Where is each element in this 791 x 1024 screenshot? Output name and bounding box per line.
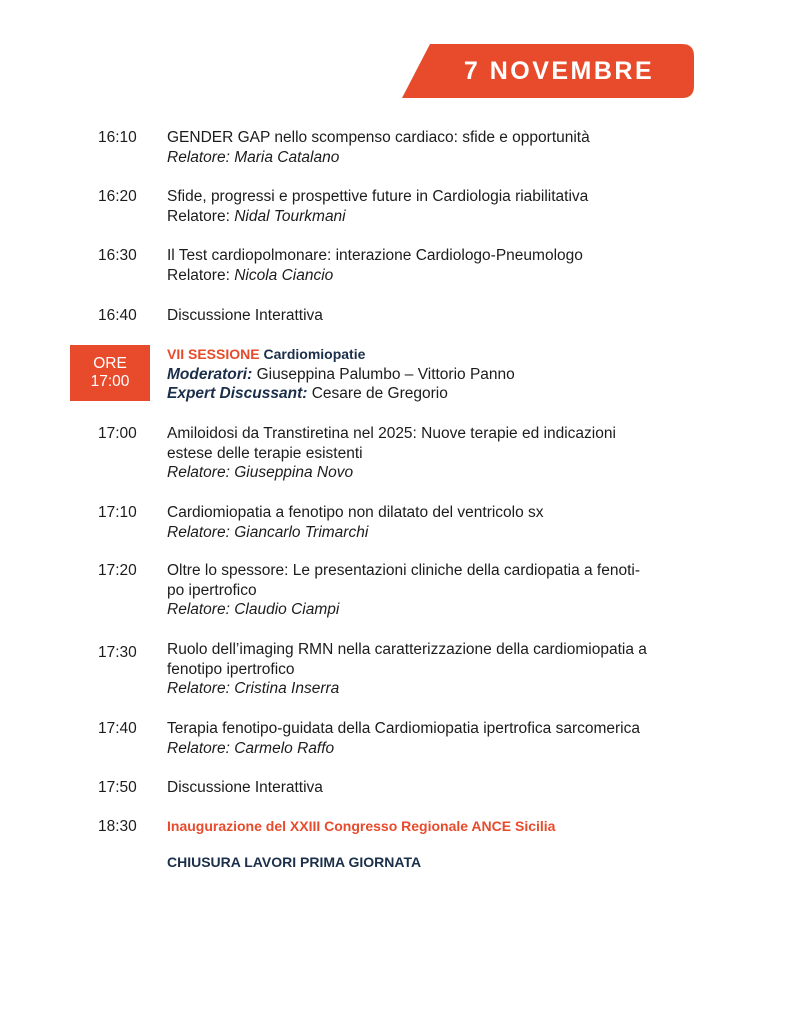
item-content	[167, 128, 707, 167]
item-title-line-2: estese delle terapie esistenti	[167, 444, 363, 462]
item-time: 17:00	[98, 425, 137, 442]
session-number: VII SESSIONE	[167, 346, 260, 362]
item-title: Terapia fenotipo-guidata della Cardiomiopatia ipertrofica sarcomerica	[167, 720, 640, 737]
item-time: 17:50	[98, 779, 137, 796]
item-content	[167, 306, 707, 326]
item-content	[167, 424, 707, 483]
moderators-label: Moderatori:	[167, 365, 253, 383]
item-speaker: Relatore: Maria Catalano	[167, 148, 340, 166]
item-speaker: Relatore: Carmelo Raffo	[167, 739, 335, 757]
item-time: 17:20	[98, 562, 137, 579]
item-title: Inaugurazione del XXIII Congresso Regionale ANCE Sicilia	[167, 818, 556, 834]
item-content	[167, 561, 707, 620]
speaker-label: Relatore:	[167, 207, 235, 225]
item-title-line-1: Amiloidosi da Transtiretina nel 2025: Nuove terapie ed indicazioni	[167, 425, 616, 442]
speaker-label: Relatore:	[167, 266, 235, 284]
item-time: 17:10	[98, 504, 137, 521]
session-expert	[167, 384, 707, 404]
item-time: 16:10	[98, 129, 137, 146]
item-content	[167, 246, 707, 285]
closing-text: CHIUSURA LAVORI PRIMA GIORNATA	[167, 854, 422, 870]
item-time: 16:30	[98, 247, 137, 264]
item-time: 17:40	[98, 720, 137, 737]
item-content	[167, 778, 707, 798]
item-title: Cardiomiopatia a fenotipo non dilatato del ventricolo sx	[167, 504, 544, 521]
item-content	[167, 817, 707, 837]
item-time: 16:40	[98, 307, 137, 324]
speaker-name: Nicola Ciancio	[234, 266, 334, 284]
session-moderators	[167, 365, 707, 385]
item-time: 17:30	[98, 644, 137, 661]
item-content	[167, 640, 707, 699]
item-time: 18:30	[98, 818, 137, 835]
item-title: GENDER GAP nello scompenso cardiaco: sfide e opportunità	[167, 129, 590, 146]
session-time-badge	[70, 345, 150, 401]
session-title	[167, 345, 707, 365]
item-content	[167, 187, 707, 226]
item-title-line-2: po ipertrofico	[167, 581, 257, 599]
moderators-names: Giuseppina Palumbo – Vittorio Panno	[256, 365, 515, 383]
session-name: Cardiomiopatie	[263, 346, 366, 362]
item-title-line-2: fenotipo ipertrofico	[167, 660, 295, 678]
item-speaker: Relatore: Giancarlo Trimarchi	[167, 523, 369, 541]
item-time: 16:20	[98, 188, 137, 205]
item-title: Discussione Interattiva	[167, 307, 323, 324]
speaker-name: Nidal Tourkmani	[234, 207, 346, 225]
ore-time: 17:00	[90, 373, 130, 390]
item-content	[167, 719, 707, 758]
expert-label: Expert Discussant:	[167, 385, 308, 402]
item-title: Discussione Interattiva	[167, 779, 323, 796]
ore-label: ORE	[93, 355, 127, 372]
item-speaker	[167, 207, 707, 227]
item-speaker: Relatore: Cristina Inserra	[167, 680, 340, 697]
date-banner	[402, 44, 694, 98]
closing-content	[167, 853, 707, 873]
item-speaker: Relatore: Giuseppina Novo	[167, 464, 354, 481]
item-content	[167, 503, 707, 542]
item-title: Sfide, progressi e prospettive future in Cardiologia riabilitativa	[167, 188, 589, 205]
item-speaker: Relatore: Claudio Ciampi	[167, 601, 340, 618]
item-speaker	[167, 266, 707, 286]
session-content	[167, 345, 707, 404]
item-title: Il Test cardiopolmonare: interazione Cardiologo-Pneumologo	[167, 247, 583, 264]
date-title: 7 NOVEMBRE	[463, 56, 655, 85]
expert-name: Cesare de Gregorio	[311, 385, 448, 402]
item-title-line-1: Oltre lo spessore: Le presentazioni cliniche della cardiopatia a fenoti-	[167, 562, 641, 579]
item-title-line-1: Ruolo dell’imaging RMN nella caratterizzazione della cardiomiopatia a	[167, 641, 647, 658]
